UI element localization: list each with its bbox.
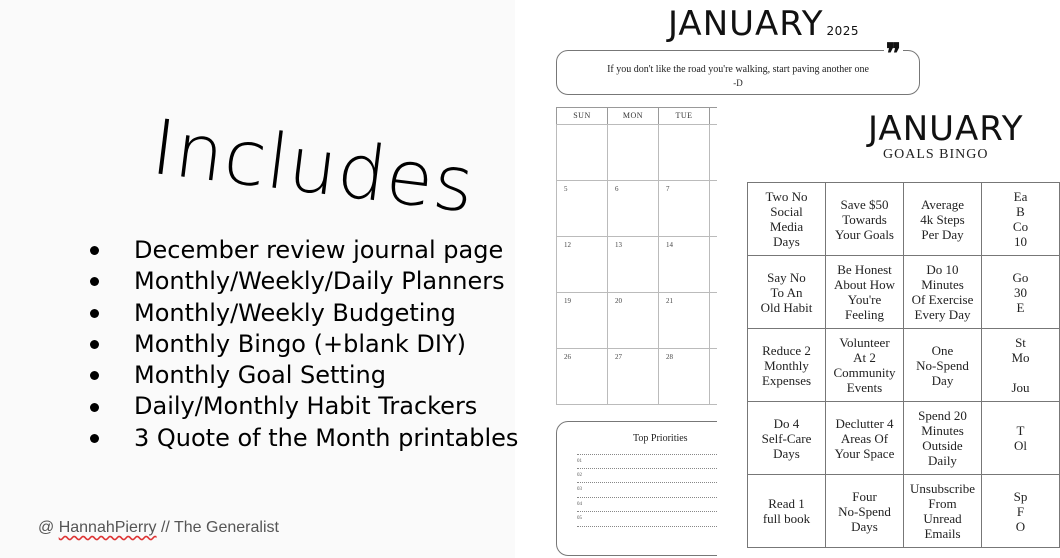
calendar-month-title: JANUARY 2025 [668,4,860,44]
calendar-day-cell [556,124,608,181]
bingo-cell: Say No To An Old Habit [747,255,826,329]
bingo-cell: Declutter 4 Areas Of Your Space [825,401,904,475]
author-handle: HannahPierry [58,519,157,536]
list-item: 3 Quote of the Month printables [88,423,518,454]
includes-panel [0,0,519,558]
calendar-day-cell: 6 [607,180,659,237]
quote-mark-icon: ❞ [885,37,901,70]
bingo-subtitle: GOALS BINGO [883,147,989,162]
bingo-cell: One No-Spend Day [903,328,982,402]
quote-text: If you don't like the road you're walking, start paving another one [607,64,869,75]
priority-line: 01 [577,454,747,469]
bullet-icon [90,246,99,255]
weekday-label: MON [607,107,659,125]
includes-list [88,235,518,454]
bingo-cell: Two No Social Media Days [747,182,826,256]
calendar-day-cell: 20 [607,292,659,349]
priority-line: 02 [577,469,747,484]
calendar-day-cell: 12 [556,236,608,293]
bullet-icon [90,277,99,286]
quote-author: -D [733,78,743,88]
priority-line: 04 [577,498,747,513]
includes-title: Includes [147,102,480,230]
calendar-day-cell: 5 [556,180,608,237]
weekday-label: SUN [556,107,608,125]
bingo-grid [747,182,1059,547]
priority-line: 05 [577,512,747,527]
bingo-cell: Do 10 Minutes Of Exercise Every Day [903,255,982,329]
goals-bingo-page [717,95,1030,558]
bullet-icon [90,371,99,380]
bingo-cell: St Mo Jou [981,328,1060,402]
calendar-day-cell: 13 [607,236,659,293]
bullet-icon [90,340,99,349]
bingo-cell: Save $50 Towards Your Goals [825,182,904,256]
bingo-cell: Spend 20 Minutes Outside Daily [903,401,982,475]
bingo-cell: Four No-Spend Days [825,474,904,548]
list-item: Daily/Monthly Habit Trackers [88,391,518,422]
weekday-label: TUE [658,107,710,125]
list-item: Monthly/Weekly/Daily Planners [88,266,518,297]
priority-line: 03 [577,483,747,498]
top-priorities-title: Top Priorities [633,433,688,444]
calendar-day-cell: 14 [658,236,710,293]
bingo-cell: Unsubscribe From Unread Emails [903,474,982,548]
calendar-day-cell: 27 [607,348,659,405]
quote-box [556,37,920,95]
bingo-cell: Do 4 Self-Care Days [747,401,826,475]
bingo-cell: T Ol [981,401,1060,475]
bingo-month-title: JANUARY [868,109,1024,149]
bingo-cell: Be Honest About How You're Feeling [825,255,904,329]
calendar-day-cell: 28 [658,348,710,405]
calendar-year: 2025 [826,24,860,38]
bingo-cell: Ea B Co 10 [981,182,1060,256]
bingo-cell: Volunteer At 2 Community Events [825,328,904,402]
calendar-day-cell [607,124,659,181]
list-item: December review journal page [88,235,518,266]
author-credit: @ HannahPierry // The Generalist [38,519,279,536]
bingo-cell: Read 1 full book [747,474,826,548]
bullet-icon [90,403,99,412]
list-item: Monthly Goal Setting [88,360,518,391]
list-item: Monthly/Weekly Budgeting [88,298,518,329]
bullet-icon [90,434,99,443]
calendar-day-cell [658,124,710,181]
bingo-cell: Reduce 2 Monthly Expenses [747,328,826,402]
calendar-day-cell: 26 [556,348,608,405]
bullet-icon [90,309,99,318]
calendar-day-cell: 7 [658,180,710,237]
calendar-day-cell: 21 [658,292,710,349]
bingo-cell: Sp F O [981,474,1060,548]
bingo-cell: Go 30 E [981,255,1060,329]
list-item: Monthly Bingo (+blank DIY) [88,329,518,360]
bingo-cell: Average 4k Steps Per Day [903,182,982,256]
calendar-day-cell: 19 [556,292,608,349]
